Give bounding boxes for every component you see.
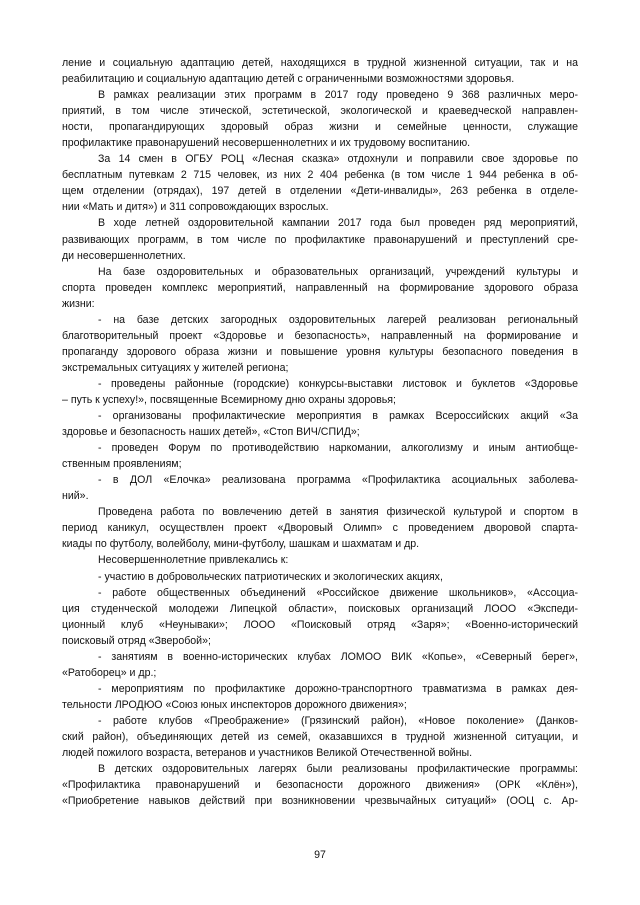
- text-paragraph: [62, 55, 578, 87]
- text-line: пропаганду здорового образа жизни и повышение уровня культуры безопасного поведения в: [62, 345, 578, 358]
- text-paragraph: [62, 504, 578, 552]
- text-paragraph: [62, 376, 578, 408]
- text-paragraph: [62, 552, 578, 568]
- text-line: - участию в добровольческих патриотических и экологических акциях,: [98, 570, 443, 583]
- text-line: В рамках реализации этих программ в 2017 году проведено 9 368 различных меро-: [98, 89, 578, 102]
- text-line: - работе общественных объединений «Российское движение школьников», «Ассоциа-: [98, 586, 578, 599]
- text-line: За 14 смен в ОГБУ РОЦ «Лесная сказка» отдохнули и поправили свое здоровье по: [98, 153, 578, 166]
- text-paragraph: [62, 87, 578, 151]
- text-line: приятий, в том числе этической, эстетической, экологической и краеведческой направлен-: [62, 105, 578, 118]
- text-paragraph: [62, 264, 578, 312]
- page-number: 97: [314, 849, 326, 861]
- text-paragraph: [62, 681, 578, 713]
- text-line: - работе клубов «Преображение» (Грязинский район), «Новое поколение» (Данков-: [98, 714, 578, 727]
- text-paragraph: [62, 761, 578, 809]
- text-paragraph: [62, 585, 578, 649]
- text-line: ление и социальную адаптацию детей, находящихся в трудной жизненной ситуации, так и на: [62, 57, 578, 69]
- text-paragraph: [62, 312, 578, 376]
- text-paragraph: [62, 472, 578, 504]
- text-line: - занятиям в военно-исторических клубах ЛОМОО ВИК «Копье», «Северный берег»,: [98, 650, 578, 663]
- text-line: ционный клуб «Неунываки»; ЛООО «Поисковый отряд «Заря»; «Военно-исторический: [62, 618, 578, 631]
- text-line: развивающих программ, в том числе по профилактике правонарушений и преступлений сре-: [62, 233, 578, 246]
- text-line: «Приобретение навыков действий при возникновении чрезвычайных ситуаций» (ООЦ с. Ар-: [62, 795, 578, 808]
- text-line: здоровье и безопасность наших детей», «Стоп ВИЧ/СПИД»;: [62, 426, 360, 439]
- text-line: период каникул, осуществлен проект «Дворовый Олимп» с проведением дворовой спарта-: [62, 522, 578, 535]
- text-line: Проведена работа по вовлечению детей в занятия физической культурой и спортом в: [98, 506, 578, 519]
- text-line: В ходе летней оздоровительной кампании 2017 года был проведен ряд мероприятий,: [98, 217, 578, 230]
- text-line: – путь к успеху!», посвященные Всемирному дню охраны здоровья;: [62, 393, 396, 406]
- text-line: ности, пропагандирующих здоровый образ жизни и семейные ценности, служащие: [62, 121, 578, 134]
- text-line: ция студенческой молодежи Липецкой области», поисковых организаций ЛООО «Экспеди-: [62, 602, 578, 615]
- text-line: «Профилактика правонарушений и безопасности дорожного движения» (ОРК «Клён»),: [62, 779, 578, 792]
- text-line: - в ДОЛ «Елочка» реализована программа «Профилактика асоциальных заболева-: [98, 474, 578, 487]
- text-paragraph: [62, 440, 578, 472]
- text-line: поисковый отряд «Зверобой»;: [62, 634, 211, 647]
- text-line: - проведен Форум по противодействию наркомании, алкоголизму и иным антиобще-: [98, 442, 578, 455]
- text-line: ди несовершеннолетних.: [62, 249, 186, 262]
- text-line: бесплатным путевкам 2 715 человек, из них 2 404 ребенка (в том числе 1 944 ребенка в об-: [62, 169, 578, 182]
- text-line: ний».: [62, 490, 89, 503]
- text-line: экстремальных ситуациях у жителей региона;: [62, 361, 289, 374]
- text-line: нии «Мать и дитя») и 311 сопровождающих взрослых.: [62, 201, 329, 214]
- text-line: благотворительный проект «Здоровье и безопасность», направленный на формирование и: [62, 329, 578, 342]
- page-body-text: [62, 55, 578, 809]
- text-line: - проведены районные (городские) конкурсы-выставки листовок и буклетов «Здоровье: [98, 377, 578, 390]
- text-line: В детских оздоровительных лагерях были реализованы профилактические программы:: [98, 763, 578, 776]
- text-line: киады по футболу, волейболу, мини-футболу, шашкам и шахматам и др.: [62, 538, 420, 551]
- text-paragraph: [62, 215, 578, 263]
- text-paragraph: [62, 151, 578, 215]
- text-paragraph: [62, 713, 578, 761]
- text-paragraph: [62, 569, 578, 585]
- text-line: профилактике правонарушений несовершеннолетних и их трудовому воспитанию.: [62, 137, 471, 150]
- text-line: жизни:: [62, 297, 95, 310]
- text-line: Несовершеннолетние привлекались к:: [98, 554, 289, 567]
- text-line: - на базе детских загородных оздоровительных лагерей реализован региональный: [98, 313, 578, 326]
- text-line: На базе оздоровительных и образовательных организаций, учреждений культуры и: [98, 265, 578, 278]
- text-line: щем отделении (отрядах), 197 детей в отделении «Дети-инвалиды», 263 ребенка в отделе-: [62, 185, 578, 198]
- text-line: - мероприятиям по профилактике дорожно-транспортного травматизма в рамках дея-: [98, 682, 578, 695]
- text-line: тельности ЛРОДЮО «Союз юных инспекторов дорожного движения»;: [62, 698, 407, 711]
- text-line: ственным проявлениям;: [62, 458, 182, 471]
- text-line: людей пожилого возраста, ветеранов и участников Великой Отечественной войны.: [62, 747, 473, 760]
- text-line: «Ратоборец» и др.;: [62, 666, 157, 679]
- text-line: реабилитацию и социальную адаптацию детей с ограниченными возможностями здоровья.: [62, 73, 515, 86]
- text-line: спорта проведен комплекс мероприятий, направленный на формирование здорового образа: [62, 281, 578, 294]
- text-paragraph: [62, 649, 578, 681]
- text-line: - организованы профилактические мероприятия в рамках Всероссийских акций «За: [98, 410, 578, 423]
- text-line: ский район), объединяющих детей из семей, оказавшихся в трудной жизненной ситуации, и: [62, 730, 578, 743]
- text-paragraph: [62, 408, 578, 440]
